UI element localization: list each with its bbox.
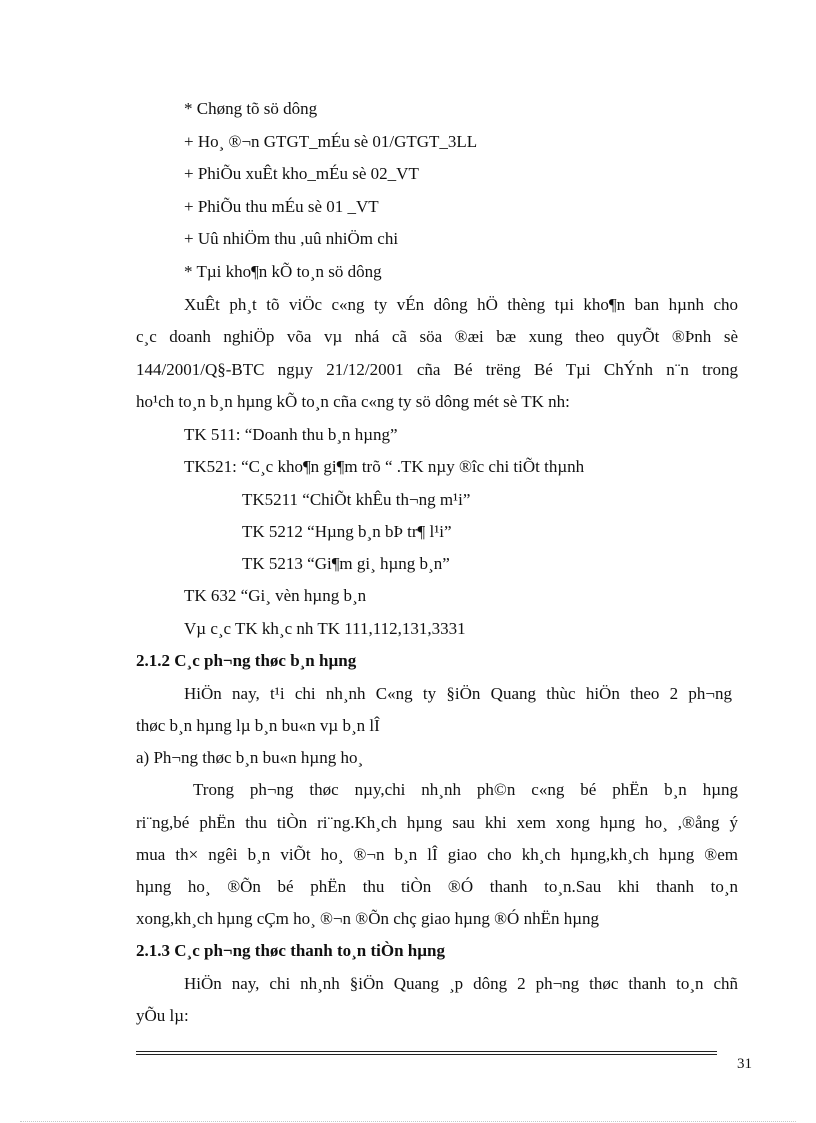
text-line-12: TK521: “C¸c kho¶n gi¶m trõ “ .TK nµy ®îc chi tiÕt thµnh	[184, 457, 585, 476]
text-line-17: Vµ c¸c TK kh¸c nh TK 111,112,131,3331	[184, 619, 466, 638]
text-line-23: ri¨ng,bé phËn thu tiÒn ri¨ng.Kh¸ch hµng sau khi xem xong hµng ho¸ ,®ång ý	[136, 813, 738, 832]
text-line-11: TK 511: “Doanh thu b¸n hµng”	[184, 425, 398, 444]
text-line-9: 144/2001/Q§-BTC ngµy 21/12/2001 cña Bé trëng Bé Tµi ChÝnh n¨n trong	[136, 360, 738, 379]
text-line-6: * Tµi kho¶n kÕ to¸n sö dông	[184, 262, 382, 281]
text-line-5: + Uû nhiÖm thu ,uû nhiÖm chi	[184, 229, 399, 248]
page-number: 31	[737, 1056, 752, 1072]
text-line-24: mua th× ngêi b¸n viÕt ho¸ ®¬n b¸n lÎ giao cho kh¸ch hµng,kh¸ch hµng ®em	[136, 845, 738, 864]
text-line-4: + PhiÕu thu mÉu sè 01 _VT	[184, 197, 379, 216]
page-edge-dots	[20, 1121, 796, 1122]
footer-rule-top	[136, 1051, 717, 1052]
text-line-15: TK 5213 “Gi¶m gi¸ hµng b¸n”	[242, 554, 450, 573]
text-line-1: * Chøng tõ sö dông	[184, 99, 318, 118]
text-line-7: XuÊt ph¸t tõ viÖc c«ng ty vÉn dông hÖ thèng tµi kho¶n ban hµnh cho	[184, 295, 738, 314]
text-line-25: hµng ho¸ ®Õn bé phËn thu tiÒn ®Ó thanh to¸n.Sau khi thanh to¸n	[136, 877, 738, 896]
text-line-3: + PhiÕu xuÊt kho_mÉu sè 02_VT	[184, 164, 419, 183]
text-line-19: HiÖn nay, t¹i chi nh¸nh C«ng ty §iÖn Quang thùc hiÖn theo 2 ph¬ng	[184, 684, 732, 703]
text-line-22: Trong ph¬ng thøc nµy,chi nh¸nh ph©n c«ng bé phËn b¸n hµng	[193, 780, 738, 799]
footer-rule-bottom	[136, 1054, 717, 1055]
text-line-29: yÕu lµ:	[136, 1006, 189, 1025]
text-line-8: c¸c doanh nghiÖp võa vµ nhá cã söa ®æi bæ xung theo quyÕt ®Þnh sè	[136, 327, 738, 346]
section-heading-2-1-2: 2.1.2 C¸c ph¬ng thøc b¸n hµng	[136, 651, 357, 670]
text-line-26: xong,kh¸ch hµng cÇm ho¸ ®¬n ®Õn chç giao hµng ®Ó nhËn hµng	[136, 909, 599, 928]
section-heading-2-1-3: 2.1.3 C¸c ph¬ng thøc thanh to¸n tiÒn hµng	[136, 941, 446, 960]
text-line-2: + Ho¸ ®¬n GTGT_mÉu sè 01/GTGT_3LL	[184, 132, 478, 151]
subheading-a: a) Ph¬ng thøc b¸n bu«n hµng ho¸	[136, 748, 364, 767]
text-line-28: HiÖn nay, chi nh¸nh §iÖn Quang ¸p dông 2 ph¬ng thøc thanh to¸n chñ	[184, 974, 738, 993]
text-line-16: TK 632 “Gi¸ vèn hµng b¸n	[184, 586, 367, 605]
text-line-10: ho¹ch to¸n b¸n hµng kÕ to¸n cña c«ng ty sö dông mét sè TK nh:	[136, 392, 570, 411]
text-line-14: TK 5212 “Hµng b¸n bÞ tr¶ l¹i”	[242, 522, 452, 541]
text-line-13: TK5211 “ChiÕt khÊu th¬ng m¹i”	[242, 490, 471, 509]
text-line-20: thøc b¸n hµng lµ b¸n bu«n vµ b¸n lÎ	[136, 716, 380, 735]
